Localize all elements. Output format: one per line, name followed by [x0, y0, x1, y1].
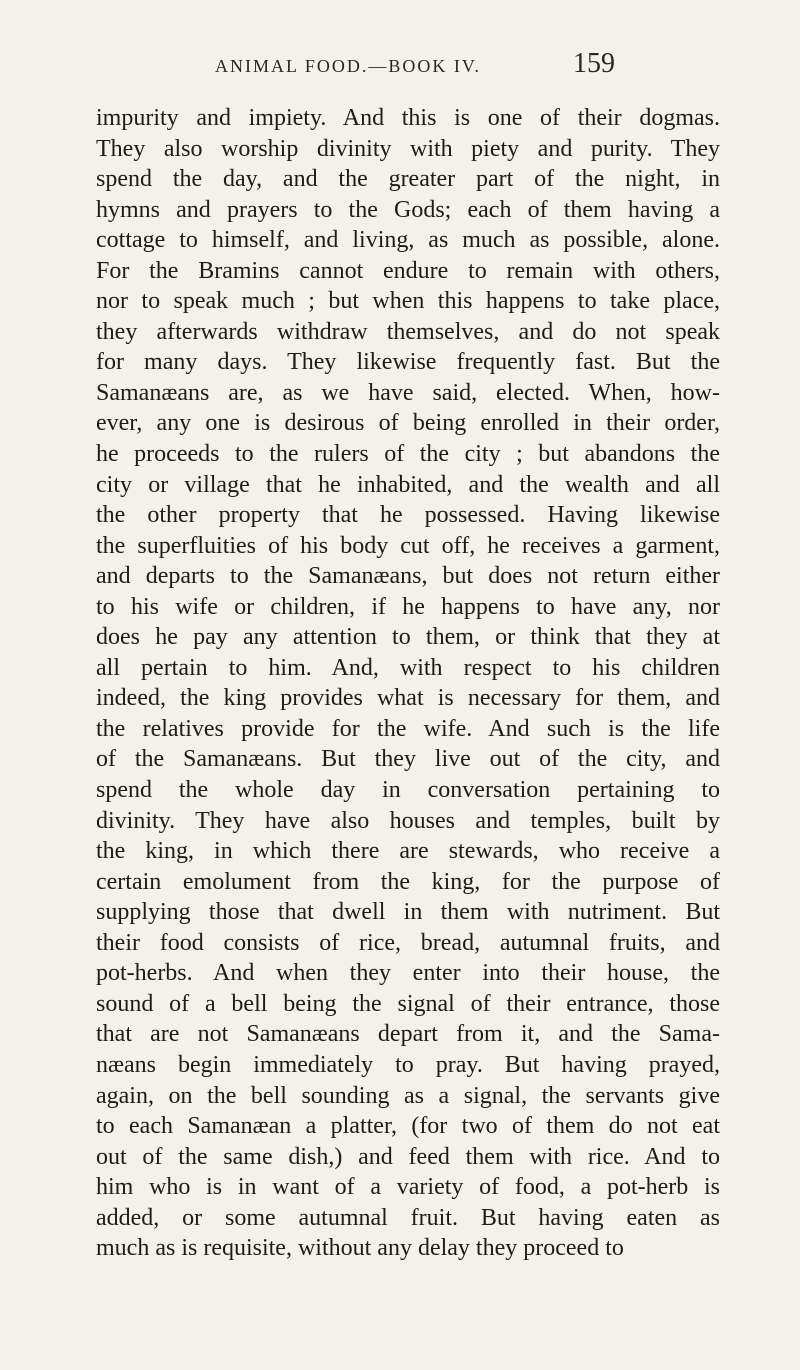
text-line: indeed, the king provides what is necessary for them, and [96, 685, 720, 712]
text-line: impurity and impiety. And this is one of their dogmas. [96, 105, 720, 131]
text-line: the relatives provide for the wife. And such is the life [96, 715, 720, 742]
text-line: cottage to himself, and living, as much as possible, alone. [96, 227, 720, 254]
body-text [96, 103, 720, 1264]
text-line: to each Samanæan a platter, (for two of them do not eat [96, 1113, 720, 1140]
page-number: 159 [573, 48, 615, 79]
text-line: They also worship divinity with piety and purity. They [96, 135, 720, 162]
text-line: the king, in which there are stewards, who receive a [96, 838, 720, 865]
running-title: ANIMAL FOOD.—BOOK IV. [215, 56, 482, 76]
text-line: to his wife or children, if he happens to have any, nor [96, 593, 720, 620]
text-line: the other property that he possessed. Having likewise [96, 502, 720, 529]
text-line: out of the same dish,) and feed them with rice. And to [96, 1143, 720, 1170]
text-line: again, on the bell sounding as a signal, the servants give [96, 1082, 720, 1109]
text-line: does he pay any attention to them, or think that they at [96, 624, 720, 651]
text-line: that are not Samanæans depart from it, and the Sama- [96, 1021, 720, 1048]
text-line: supplying those that dwell in them with nutriment. But [96, 899, 720, 926]
text-line: hymns and prayers to the Gods; each of them having a [96, 196, 720, 223]
text-line: their food consists of rice, bread, autumnal fruits, and [96, 929, 720, 956]
text-line: city or village that he inhabited, and the wealth and all [96, 471, 720, 498]
text-line: they afterwards withdraw themselves, and do not speak [96, 318, 720, 345]
text-line: spend the whole day in conversation pertaining to [96, 777, 720, 804]
text-line: all pertain to him. And, with respect to his children [96, 654, 720, 681]
text-line: much as is requisite, without any delay they proceed to [96, 1235, 624, 1262]
text-line: divinity. They have also houses and temples, built by [96, 807, 720, 834]
text-line: him who is in want of a variety of food, a pot-herb is [96, 1174, 720, 1201]
text-line: certain emolument from the king, for the purpose of [96, 868, 720, 895]
text-line: spend the day, and the greater part of the night, in [96, 166, 720, 193]
text-line: For the Bramins cannot endure to remain with others, [96, 257, 720, 284]
running-head [215, 48, 615, 88]
text-line: he proceeds to the rulers of the city ; but abandons the [96, 441, 720, 468]
text-line: nor to speak much ; but when this happens to take place, [96, 288, 720, 315]
text-line: for many days. They likewise frequently fast. But the [96, 349, 720, 376]
text-line: pot-herbs. And when they enter into their house, the [96, 960, 720, 987]
text-line: Samanæans are, as we have said, elected. When, how- [96, 379, 720, 406]
text-line: ever, any one is desirous of being enrolled in their order, [96, 410, 720, 437]
text-line: added, or some autumnal fruit. But having eaten as [96, 1204, 720, 1231]
text-line: næans begin immediately to pray. But having prayed, [96, 1051, 720, 1078]
text-line: the superfluities of his body cut off, he receives a garment, [96, 532, 720, 559]
text-line: sound of a bell being the signal of their entrance, those [96, 990, 720, 1017]
text-line: of the Samanæans. But they live out of the city, and [96, 746, 720, 773]
text-line: and departs to the Samanæans, but does not return either [96, 563, 720, 590]
